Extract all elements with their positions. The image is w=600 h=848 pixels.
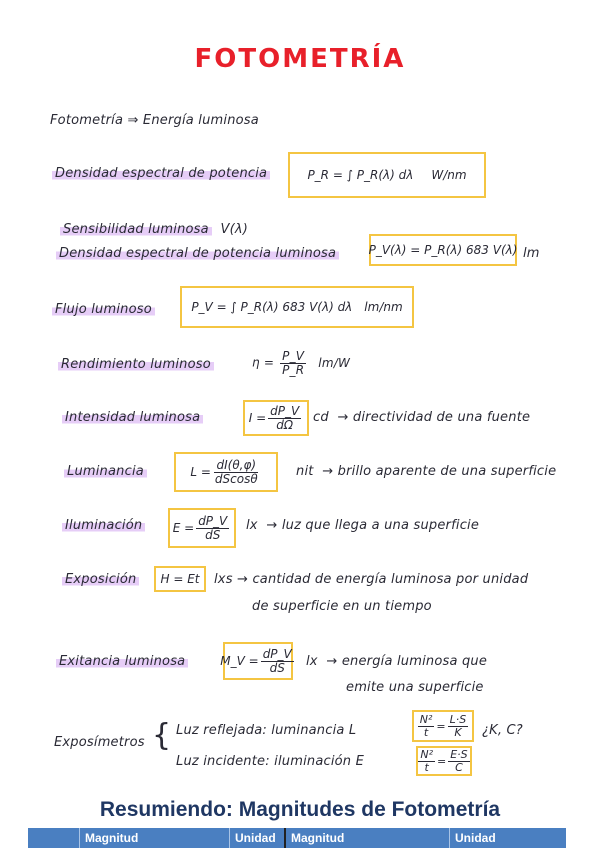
exitance-note-1: lx → energía luminosa que [306,654,488,669]
reflected-question: ¿K, C? [482,723,523,738]
summary-header-magnitud: Magnitud [80,828,230,848]
luminous-flux-formula-box [180,286,414,328]
illuminance-formula-box [168,508,236,548]
intensity-note: cd → directividad de una fuente [313,410,531,425]
summary-header-unidad-2: Unidad [455,831,496,845]
summary-header-magnitud-2: Magnitud [286,828,450,848]
exposure-note-1: lxs → cantidad de energía luminosa por unidad [214,572,529,587]
luminous-spectral-density-formula: P_V(λ) = P_R(λ) 683 V(λ) [368,243,518,257]
illuminance-label: Iluminación [62,518,145,533]
exposimeters-label: Exposímetros [54,735,145,750]
page-title: FOTOMETRÍA [194,44,406,74]
luminous-flux-unit: lm/nm [364,300,403,314]
luminance-fraction: $\frac{dI(\theta,\varphi)}{dScos\theta}$ [214,457,258,486]
illuminance-lhs: E = [172,521,195,535]
efficacy-fraction: $\frac{P\_V}{P\_R}$ [282,349,305,377]
intro-text: Fotometría ⇒ Energía luminosa [50,113,259,128]
incident-formula-rhs: $\frac{E\cdot S}{C}$ [450,747,468,774]
luminance-lhs: L = [190,465,211,479]
incident-formula-box: $\frac{\text{N²}}{t}$ = $\frac{E\cdot S}{C}$ [416,746,472,776]
summary-header-unidad: Unidad [230,828,286,848]
exposure-formula: H = Et [160,572,200,586]
efficacy-lhs: η = [252,355,275,370]
luminous-spectral-density-formula-box [369,234,517,266]
reflected-formula-rhs: $\frac{L\cdot S}{K}$ [449,712,467,739]
efficacy-label: Rendimiento luminoso [58,357,214,372]
efficacy-formula [252,350,350,376]
incident-formula-lhs: $\frac{\text{N²}}{t}$ [420,747,433,774]
luminance-label: Luminancia [64,464,147,479]
summary-title: Resumiendo: Magnitudes de Fotometría [99,798,501,821]
luminous-flux-label: Flujo luminoso [52,302,155,317]
luminance-note: nit → brillo aparente de una superficie [296,464,557,479]
summary-header-cell [28,828,80,848]
incident-light-text: Luz incidente: iluminación E [176,754,364,769]
spectral-density-formula-box [288,152,486,198]
sensitivity-symbol: V(λ) [220,222,249,237]
spectral-density-formula: P_R = ∫ P_R(λ) dλ [307,168,414,182]
intensity-label: Intensidad luminosa [62,410,203,425]
spectral-density-unit: W/nm [431,168,467,182]
exitance-lhs: M_V = [220,654,259,668]
exitance-fraction: $\frac{dP\_V}{dS}$ [262,646,292,675]
intensity-fraction: $\frac{dP\_V}{d\Omega}$ [270,403,300,432]
reflected-light-text: Luz reflejada: luminancia L [176,723,357,738]
luminous-spectral-density-label: Densidad espectral de potencia luminosa [56,246,339,261]
reflected-formula-lhs: $\frac{\text{N²}}{t}$ [419,712,433,739]
reflected-formula-box: $\frac{\text{N²}}{t}$ = $\frac{L\cdot S}{K}$ [412,710,474,742]
exitance-formula-box [220,642,293,680]
illuminance-fraction: $\frac{dP\_V}{dS}$ [198,513,228,542]
exposure-formula-box [154,566,206,592]
luminous-spectral-density-unit: lm [523,246,540,261]
sensitivity-row [60,222,248,237]
brace-icon: { [152,718,172,753]
exitance-note-2: emite una superficie [346,680,484,695]
luminance-formula-box [174,452,278,492]
intensity-formula-box [243,400,309,436]
sensitivity-label: Sensibilidad luminosa [60,222,212,237]
spectral-density-label: Densidad espectral de potencia [52,166,270,181]
efficacy-unit: lm/W [318,355,351,370]
exposure-label: Exposición [62,572,139,587]
luminous-flux-formula: P_V = ∫ P_R(λ) 683 V(λ) dλ [191,300,353,314]
exitance-label: Exitancia luminosa [56,654,188,669]
summary-table-header [28,828,566,848]
exposure-note-2: de superficie en un tiempo [252,599,432,614]
illuminance-note: lx → luz que llega a una superficie [246,518,480,533]
intensity-lhs: I = [248,411,267,425]
